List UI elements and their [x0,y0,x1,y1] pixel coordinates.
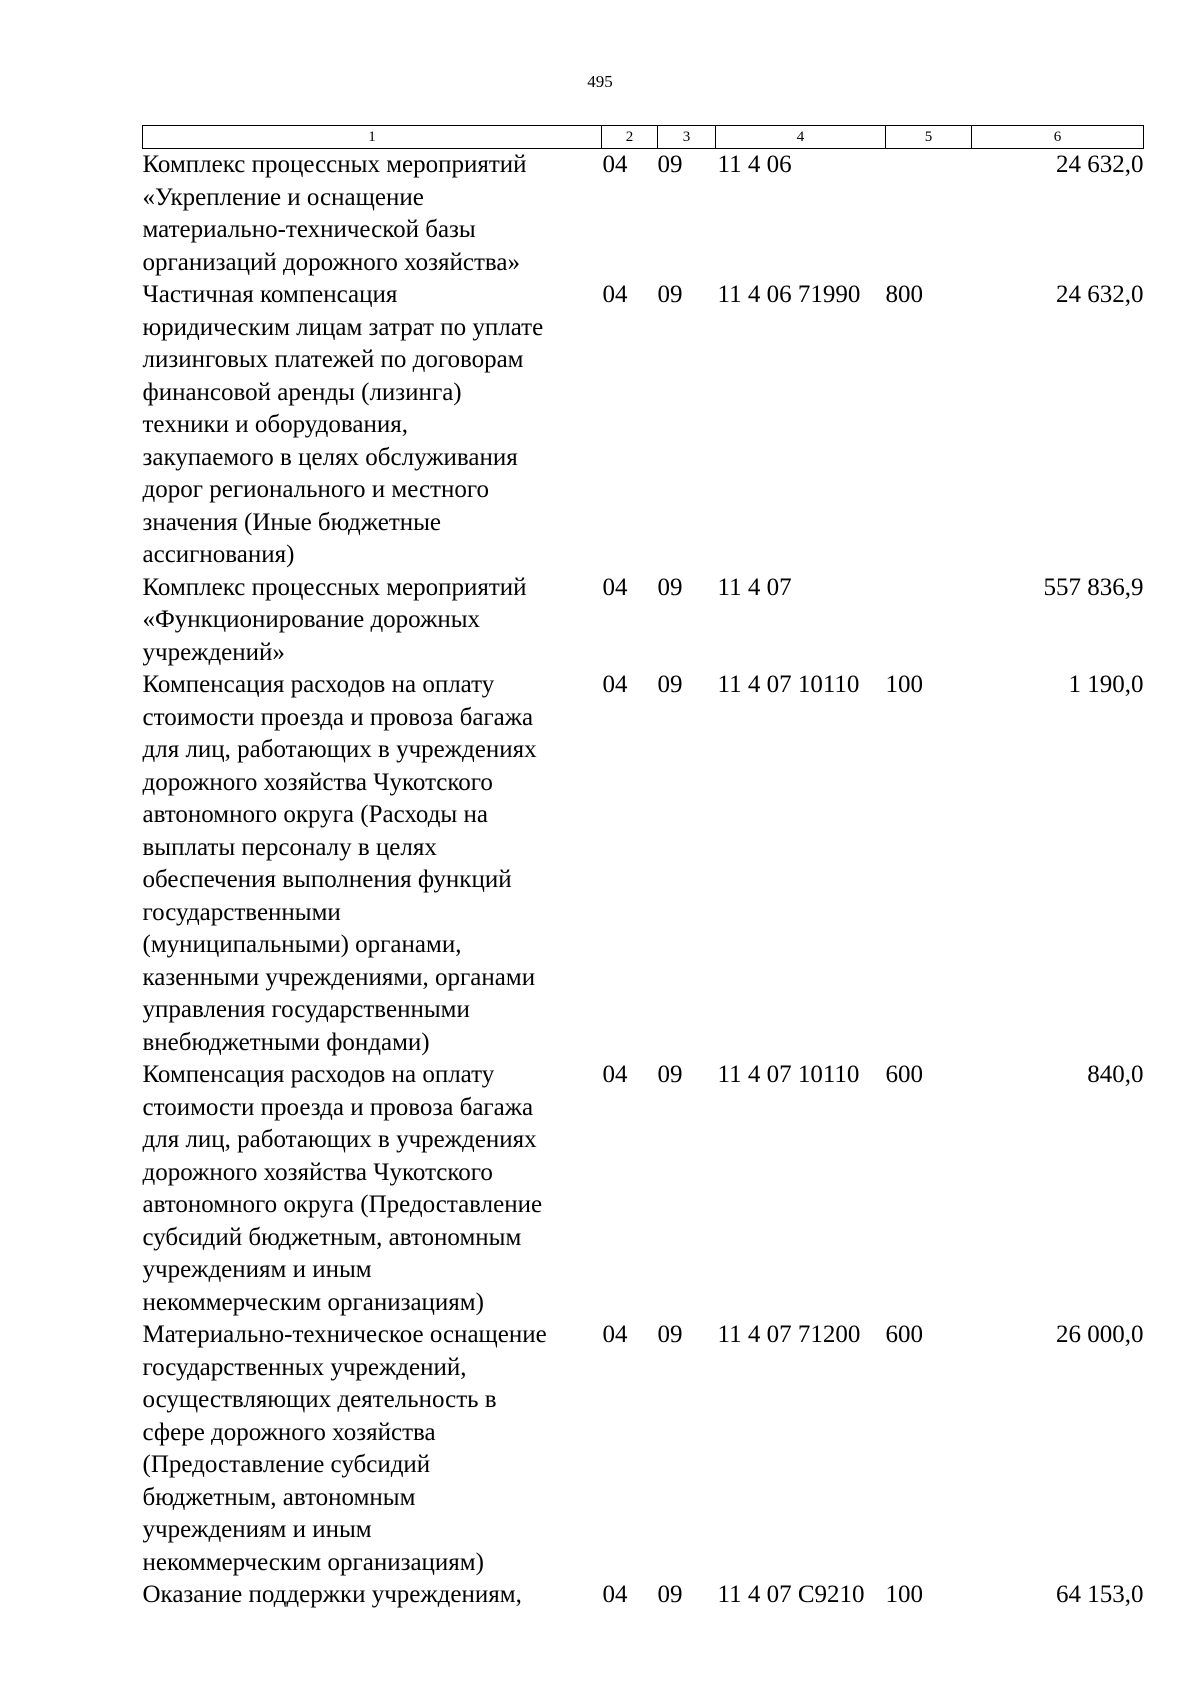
row-amount: 26 000,0 [1056,1321,1144,1348]
header-col-5: 5 [886,126,972,149]
header-col-4: 4 [716,126,886,149]
row-name-line: казенными учреждениями, органами [142,963,536,991]
row-name-line: некоммерческим организациям) [142,1288,484,1316]
table-body [143,149,1144,1612]
row-name-line: для лиц, работающих в учреждениях [142,1126,537,1153]
row-name-line: (муниципальными) органами, [142,931,462,958]
row-section: 04 [602,1321,628,1348]
row-subsection: 09 [657,671,683,698]
row-amount: 24 632,0 [1056,281,1144,308]
table-row [143,1059,1144,1319]
table-row [143,1319,1144,1579]
row-expense-type [886,572,972,670]
row-name-line: дорожного хозяйства Чукотского [142,1158,493,1186]
header-col-6: 6 [972,126,1144,149]
row-name-line: внебюджетными фондами) [142,1028,430,1056]
row-target-article: 11 4 07 С9210 [717,1581,865,1608]
budget-table-container [142,125,1143,1612]
row-name-line: Частичная компенсация [142,281,398,308]
row-amount: 840,0 [1087,1061,1144,1088]
row-name-line: Оказание поддержки учреждениям, [142,1581,522,1608]
table-row [143,279,1144,572]
row-section: 04 [602,671,628,698]
row-name [143,279,602,572]
row-name-line: Комплекс процессных мероприятий [142,573,527,601]
row-name-line: значения (Иные бюджетные [142,508,442,536]
row-name [143,149,602,280]
row-name-line: автономного округа (Предоставление [142,1191,543,1218]
row-name-line: материально-технической базы [142,216,476,243]
row-name-line: государственных учреждений, [142,1353,467,1381]
page-number: 495 [587,72,613,91]
row-expense-type: 600 [885,1321,923,1348]
row-subsection: 09 [657,1581,683,1608]
row-name [143,1319,602,1579]
row-name-line: некоммерческим организациям) [142,1548,484,1576]
row-name-line: закупаемого в целях обслуживания [142,443,518,471]
row-name-line: сфере дорожного хозяйства [142,1418,436,1446]
row-amount: 557 836,9 [1043,573,1144,601]
row-name-line: Комплекс процессных мероприятий [142,151,527,178]
row-name [143,1579,602,1612]
row-name-line: учреждениям и иным [142,1516,372,1543]
row-expense-type: 800 [885,281,923,308]
row-section: 04 [602,151,628,178]
row-target-article: 11 4 07 71200 [717,1321,861,1348]
row-subsection: 09 [657,151,683,178]
row-name-line: Материально-техническое оснащение [142,1321,547,1348]
row-name-line: для лиц, работающих в учреждениях [142,736,537,763]
row-target-article: 11 4 07 10110 [717,671,860,698]
row-target-article: 11 4 07 10110 [717,1061,860,1088]
row-section: 04 [602,573,628,601]
row-name [143,1059,602,1319]
row-expense-type: 100 [885,671,923,698]
budget-table [142,125,1144,1612]
row-name [143,669,602,1059]
row-expense-type [886,149,972,280]
row-expense-type: 100 [885,1581,923,1608]
row-name-line: обеспечения выполнения функций [142,866,512,893]
row-name-line: стоимости проезда и провоза багажа [142,1093,534,1121]
row-name-line: Компенсация расходов на оплату [142,1061,495,1088]
row-section: 04 [602,281,628,308]
row-amount: 64 153,0 [1056,1581,1144,1608]
row-name-line: финансовой аренды (лизинга) [142,378,462,406]
row-name-line: государственными [142,898,341,926]
row-subsection: 09 [657,1321,683,1348]
row-section: 04 [602,1061,628,1088]
row-subsection: 09 [657,1061,683,1088]
table-row [143,572,1144,670]
row-name-line: дорог регионального и местного [142,476,489,503]
row-target-article: 11 4 07 [717,573,792,601]
row-name [143,572,602,670]
row-name-line: стоимости проезда и провоза багажа [142,703,534,731]
row-name-line: «Функционирование дорожных [142,606,481,633]
table-row [143,149,1144,280]
row-section: 04 [602,1581,628,1608]
table-row [143,669,1144,1059]
header-col-1: 1 [143,126,602,149]
row-name-line: техники и оборудования, [142,411,408,438]
row-name-line: управления государственными [142,996,470,1023]
header-col-2: 2 [602,126,658,149]
row-name-line: Компенсация расходов на оплату [142,671,495,698]
row-name-line: бюджетным, автономным [142,1483,416,1511]
row-name-line: дорожного хозяйства Чукотского [142,768,493,796]
row-name-line: «Укрепление и оснащение [142,183,424,211]
row-amount: 1 190,0 [1068,671,1144,698]
row-expense-type: 600 [885,1061,923,1088]
row-name-line: осуществляющих деятельность в [142,1386,497,1413]
row-name-line: автономного округа (Расходы на [142,801,488,828]
row-amount: 24 632,0 [1056,151,1144,178]
row-name-line: организаций дорожного хозяйства» [142,248,520,276]
row-target-article: 11 4 06 71990 [717,281,861,308]
table-header [143,126,1144,149]
row-name-line: субсидий бюджетным, автономным [142,1223,522,1251]
row-name-line: выплаты персоналу в целях [142,833,437,861]
row-name-line: учреждений» [142,638,285,666]
table-row [143,1579,1144,1612]
row-subsection: 09 [657,573,683,601]
row-name-line: (Предоставление субсидий [142,1451,431,1478]
row-name-line: юридическим лицам затрат по уплате [142,313,544,341]
row-name-line: учреждениям и иным [142,1256,372,1283]
header-col-3: 3 [658,126,716,149]
row-subsection: 09 [657,281,683,308]
row-name-line: лизинговых платежей по договорам [142,346,524,373]
row-name-line: ассигнования) [142,541,295,568]
row-target-article: 11 4 06 [717,151,792,178]
